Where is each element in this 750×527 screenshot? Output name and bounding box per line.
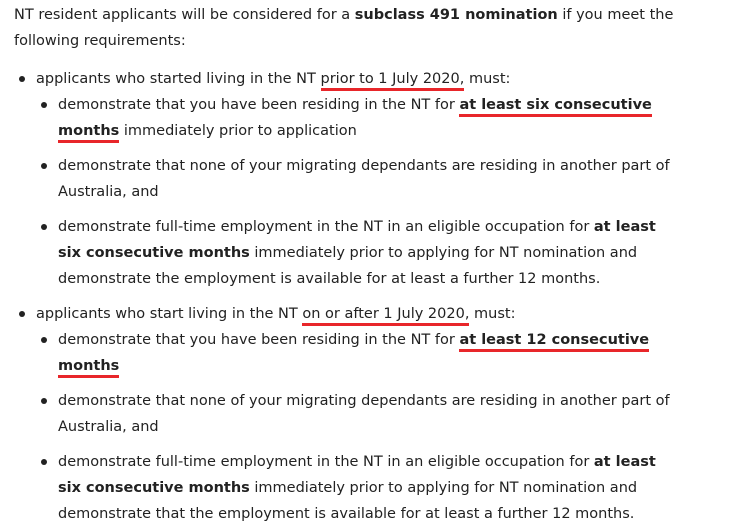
- group-lead-end: must:: [464, 71, 511, 87]
- list-item-employment: demonstrate full-time employment in the NT in an eligible occupation for at least six consecutive months immediately prior to applying for NT nomination and demonstrate the employment is available for at least a further 12 months.: [36, 214, 682, 292]
- group-lead-text: applicants who start living in the NT: [36, 306, 303, 322]
- group-lead-end: must:: [469, 306, 516, 322]
- residency-duration-highlight: at least six consecutive months: [58, 97, 652, 143]
- list-item-employment: demonstrate full-time employment in the NT in an eligible occupation for at least six consecutive months immediately prior to applying for NT nomination and demonstrate that the employment is available for at least a further 12 months.: [36, 449, 682, 527]
- residency-duration-highlight: at least 12 consecutive months: [58, 332, 649, 378]
- employment-duration-bold: at least six consecutive months: [58, 219, 656, 261]
- group-requirements: [36, 92, 734, 292]
- list-item-dependants: demonstrate that none of your migrating dependants are residing in another part of Australia, and: [36, 153, 682, 205]
- group-lead-text: applicants who started living in the NT: [36, 71, 321, 87]
- list-item-residency: demonstrate that you have been residing in the NT for at least 12 consecutive months: [36, 327, 708, 379]
- intro-text: NT resident applicants will be considered for a: [14, 7, 355, 23]
- group-after-july-2020: [14, 301, 734, 527]
- group-requirements: [36, 327, 734, 527]
- intro-paragraph: [14, 2, 704, 54]
- list-item-dependants: demonstrate that none of your migrating dependants are residing in another part of Australia, and: [36, 388, 682, 440]
- intro-text-end: if you meet the following requirements:: [14, 7, 674, 49]
- list-item-residency: demonstrate that you have been residing in the NT for at least six consecutive months immediately prior to application: [36, 92, 708, 144]
- group-before-july-2020: [14, 66, 734, 292]
- intro-bold-subclass: subclass 491 nomination: [354, 7, 558, 23]
- date-condition-highlight: on or after 1 July 2020,: [302, 306, 469, 326]
- employment-duration-bold: at least six consecutive months: [58, 454, 656, 496]
- requirements-list: [14, 66, 734, 527]
- date-condition-highlight: prior to 1 July 2020,: [321, 71, 465, 91]
